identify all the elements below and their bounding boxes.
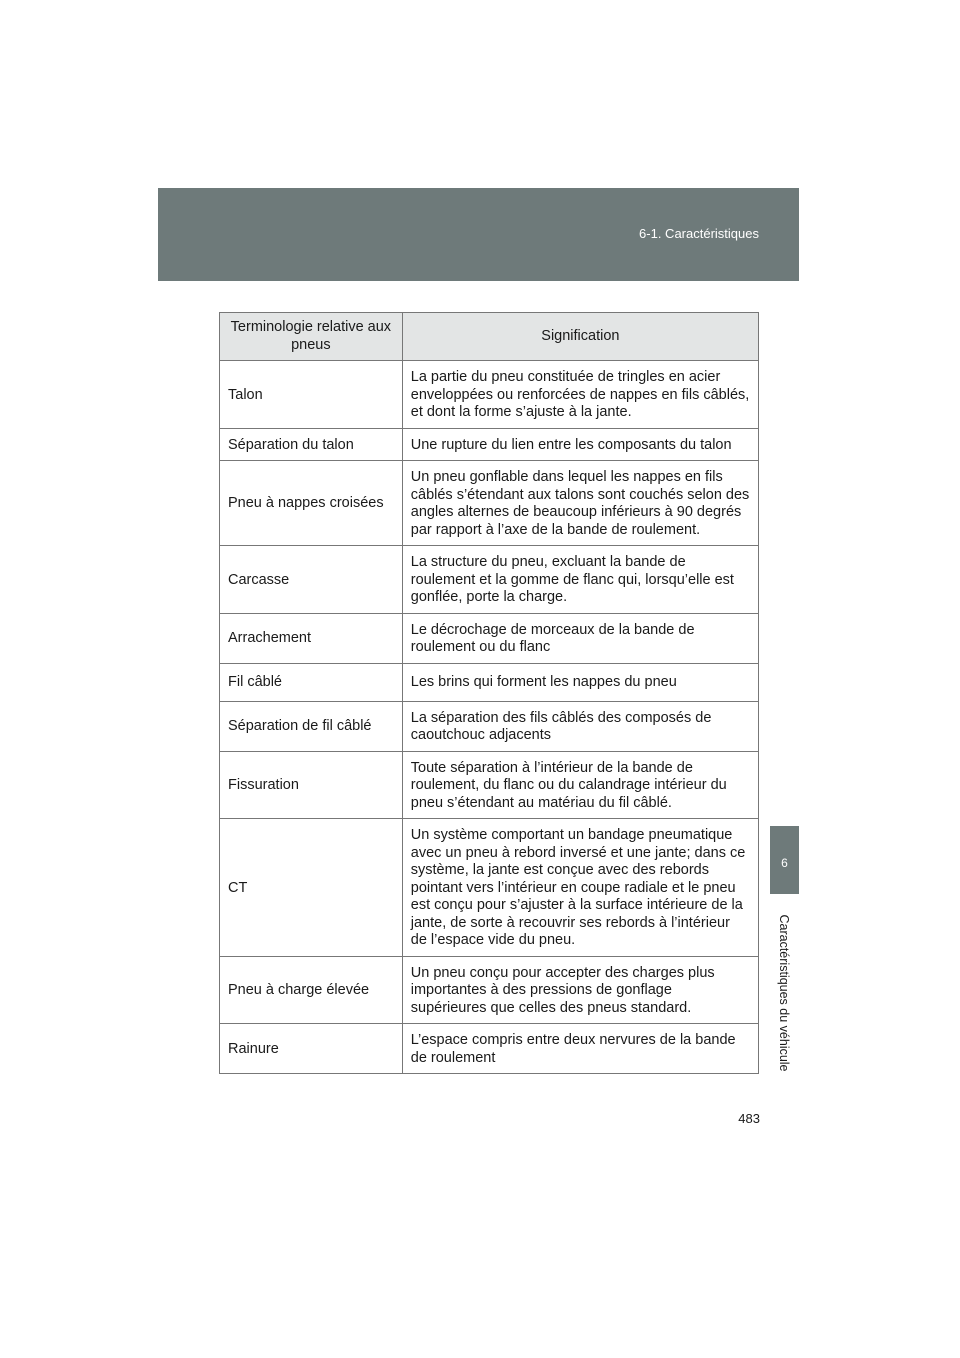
- chapter-number: 6: [781, 856, 788, 870]
- table-row: [220, 1024, 759, 1074]
- term-cell: Fil câblé: [220, 663, 403, 701]
- table-header-row: [220, 313, 759, 361]
- chapter-label: Caractéristiques du véhicule: [777, 914, 791, 1072]
- term-cell: Fissuration: [220, 751, 403, 819]
- meaning-cell: La séparation des fils câblés des composés de caoutchouc adjacents: [402, 701, 758, 751]
- term-cell: Pneu à nappes croisées: [220, 461, 403, 546]
- table-row: [220, 361, 759, 429]
- table-row: [220, 546, 759, 614]
- table-row: [220, 819, 759, 957]
- term-cell: Carcasse: [220, 546, 403, 614]
- column-header-meaning: Signification: [402, 313, 758, 361]
- meaning-cell: Le décrochage de morceaux de la bande de roulement ou du flanc: [402, 613, 758, 663]
- meaning-cell: La structure du pneu, excluant la bande de roulement et la gomme de flanc qui, lorsqu’elle est gonflée, porte la charge.: [402, 546, 758, 614]
- meaning-cell: Toute séparation à l’intérieur de la bande de roulement, du flanc ou du calandrage intérieur du pneu s’étendant au matériau du fil câblé.: [402, 751, 758, 819]
- meaning-cell: Les brins qui forment les nappes du pneu: [402, 663, 758, 701]
- meaning-cell: L’espace compris entre deux nervures de la bande de roulement: [402, 1024, 758, 1074]
- meaning-cell: La partie du pneu constituée de tringles en acier enveloppées ou renforcées de nappes en fils câblés, et dont la forme s’ajuste à la jante.: [402, 361, 758, 429]
- table-row: [220, 701, 759, 751]
- meaning-cell: Un pneu conçu pour accepter des charges plus importantes à des pressions de gonflage supérieures que celles des pneus standard.: [402, 956, 758, 1024]
- header-band: [158, 188, 799, 281]
- table-row: [220, 461, 759, 546]
- table-row: [220, 663, 759, 701]
- tire-terms-table: [219, 312, 759, 1074]
- term-cell: Rainure: [220, 1024, 403, 1074]
- table-row: [220, 613, 759, 663]
- meaning-cell: Un système comportant un bandage pneumatique avec un pneu à rebord inversé et une jante; dans ce système, la jante est conçue avec des rebords pointant vers l’intérieur en coupe radiale et le pneu est conçu pour s’ajuster à la surface intérieure de la jante, de sorte à recouvrir ses rebords à l’intérieur de l’espace vide du pneu.: [402, 819, 758, 957]
- page-number: 483: [738, 1111, 760, 1126]
- table-row: [220, 956, 759, 1024]
- table-row: [220, 428, 759, 461]
- term-cell: Pneu à charge élevée: [220, 956, 403, 1024]
- meaning-cell: Une rupture du lien entre les composants du talon: [402, 428, 758, 461]
- term-cell: Séparation du talon: [220, 428, 403, 461]
- term-cell: Arrachement: [220, 613, 403, 663]
- term-cell: CT: [220, 819, 403, 957]
- term-cell: Talon: [220, 361, 403, 429]
- column-header-term: Terminologie relative aux pneus: [220, 313, 403, 361]
- chapter-tab: [770, 826, 799, 894]
- table-row: [220, 751, 759, 819]
- term-cell: Séparation de fil câblé: [220, 701, 403, 751]
- section-title: 6-1. Caractéristiques: [639, 226, 759, 241]
- meaning-cell: Un pneu gonflable dans lequel les nappes en fils câblés s’étendant aux talons sont couchés selon des angles alternes de beaucoup inférieurs à 90 degrés par rapport à l’axe de la bande de roulement.: [402, 461, 758, 546]
